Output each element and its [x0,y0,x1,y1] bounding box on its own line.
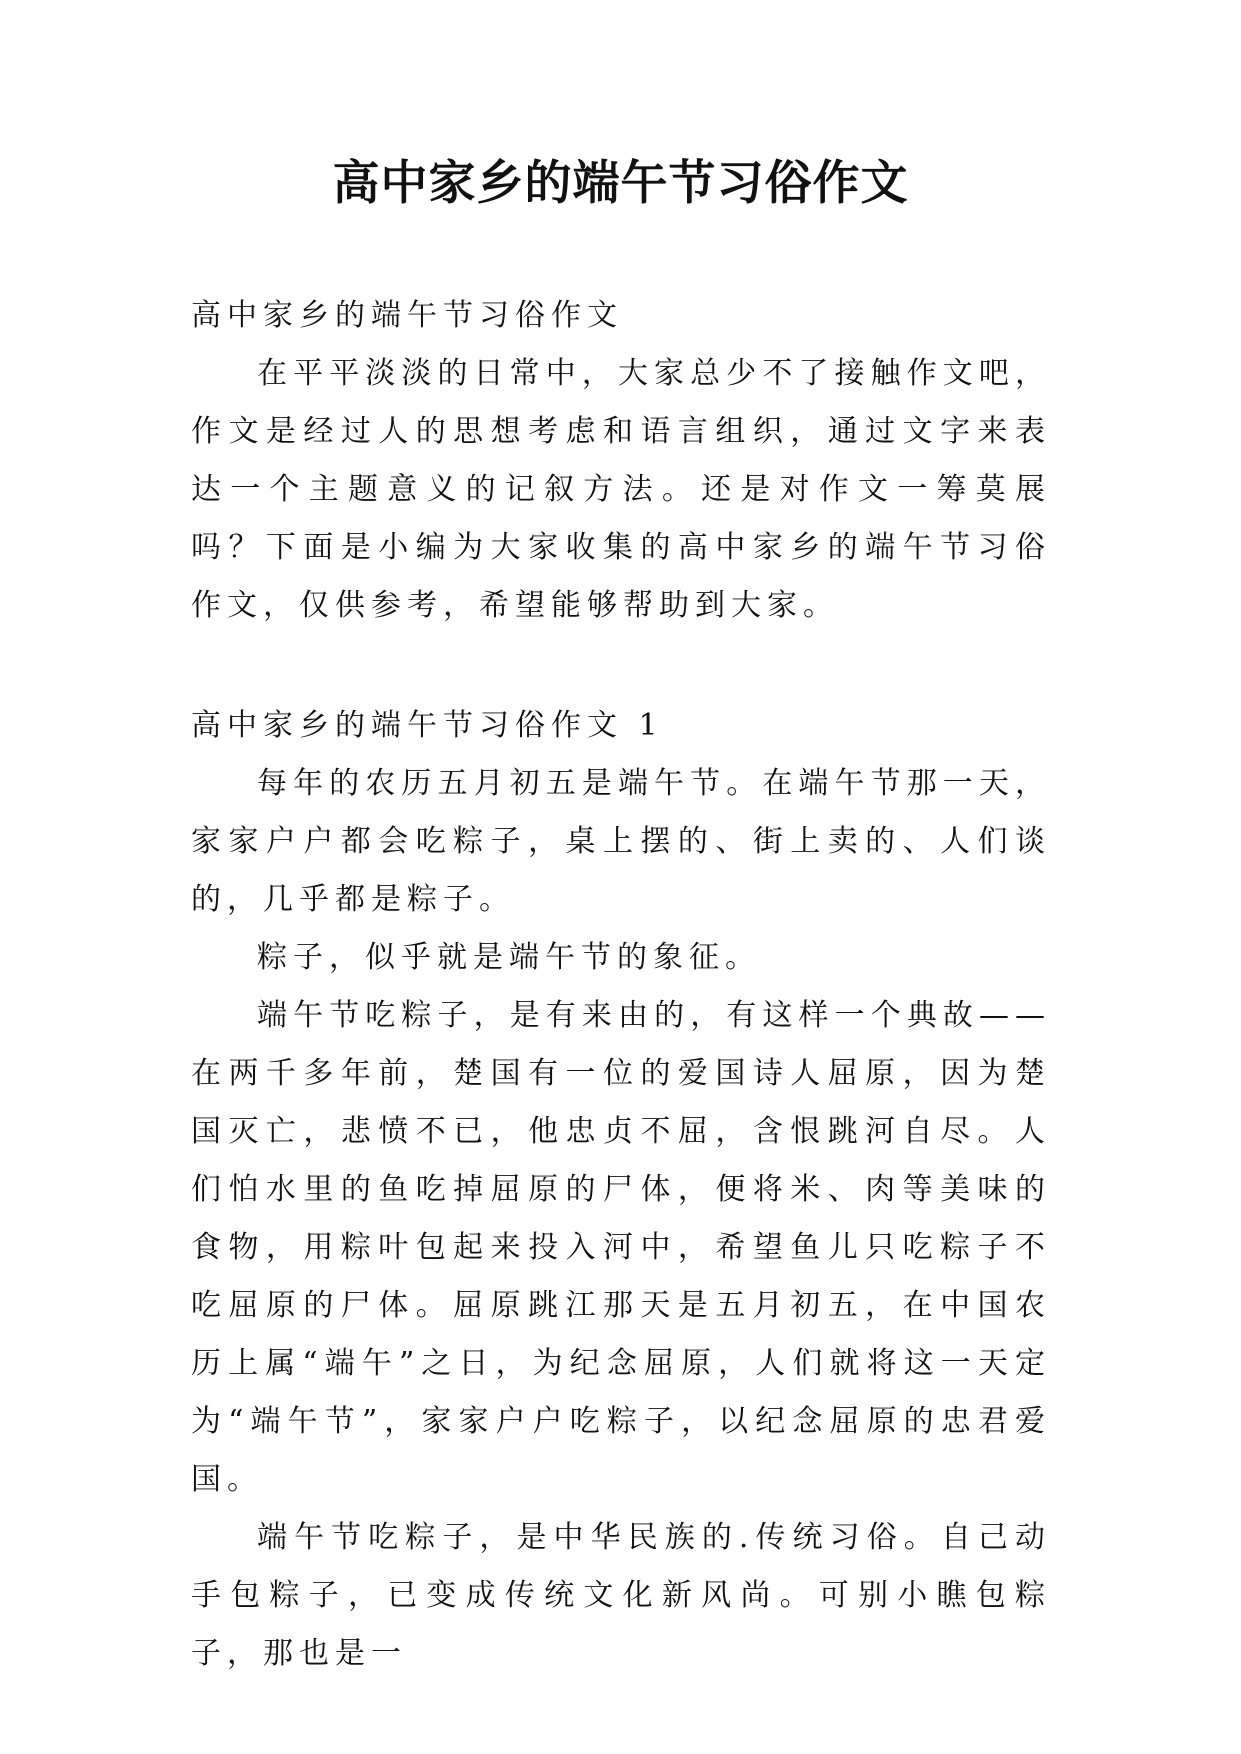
section-1-heading: 高中家乡的端午节习俗作文 1 [191,708,664,743]
intro-heading: 高中家乡的端午节习俗作文 [191,298,623,333]
document-title: 高中家乡的端午节习俗作文 [332,156,909,211]
section-1-paragraph-1: 每年的农历五月初五是端午节。在端午节那一天，家家户户都会吃粽子，桌上摆的、街上卖的、人们谈的，几乎都是粽子。 [191,766,1051,917]
section-1-paragraph-2: 粽子，似乎就是端午节的象征。 [257,940,761,975]
section-1-paragraph-3: 端午节吃粽子，是有来由的，有这样一个典故——在两千多年前，楚国有一位的爱国诗人屈原，因为楚国灭亡，悲愤不已，他忠贞不屈，含恨跳河自尽。人们怕水里的鱼吃掉屈原的尸体，便将米、肉等美味的食物，用粽叶包起来投入河中，希望鱼儿只吃粽子不吃屈原的尸体。屈原跳江那天是五月初五，在中国农历上属“端午”之日，为纪念屈原，人们就将这一天定为“端午节”，家家户户吃粽子，以纪念屈原的忠君爱国。 [191,998,1051,1497]
intro-paragraph: 在平平淡淡的日常中，大家总少不了接触作文吧，作文是经过人的思想考虑和语言组织，通过文字来表达一个主题意义的记叙方法。还是对作文一筹莫展吗？下面是小编为大家收集的高中家乡的端午节习俗作文，仅供参考，希望能够帮助到大家。 [191,356,1051,623]
document-body [191,287,1051,1683]
section-1-paragraph-4: 端午节吃粽子，是中华民族的.传统习俗。自己动手包粽子，已变成传统文化新风尚。可别小瞧包粽子，那也是一 [191,1520,1051,1671]
